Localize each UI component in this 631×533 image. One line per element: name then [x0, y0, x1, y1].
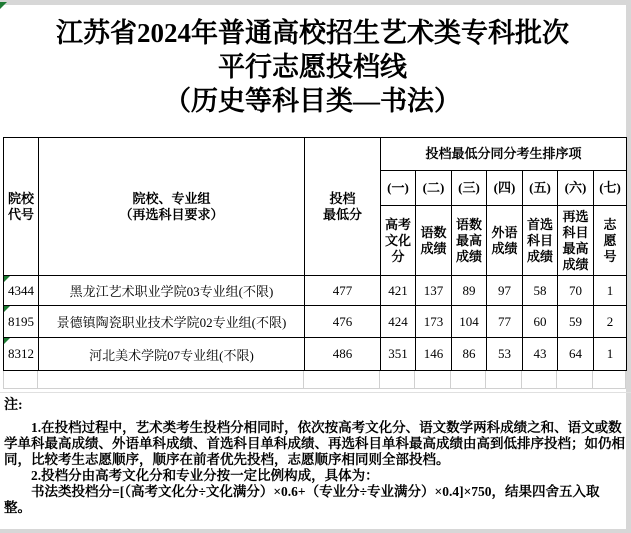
notes-section	[4, 398, 626, 516]
rank3-cell: 89	[452, 276, 487, 306]
page-title	[0, 16, 625, 118]
empty-cell	[486, 371, 522, 388]
rank6-cell: 70	[558, 276, 594, 306]
note-item-3: 书法类投档分=[（高考文化分÷文化满分）×0.6+（专业分÷专业满分）×0.4]×750，结果四舍五入取整。	[4, 484, 600, 515]
faint-gridline	[0, 392, 631, 393]
sheet-edge-bottom	[0, 529, 631, 533]
rank2-cell: 137	[416, 276, 452, 306]
empty-cell	[3, 371, 38, 388]
header-rank-label-chinese-math: 语数成绩	[416, 206, 452, 276]
header-rank-7: (七)	[594, 171, 627, 206]
empty-cell	[522, 371, 557, 388]
college-group-cell: 河北美术学院07专业组(不限)	[39, 338, 305, 371]
page-title-line1: 江苏省2024年普通高校招生艺术类专科批次	[56, 18, 569, 48]
header-college-code-label: 院校代号	[7, 190, 34, 222]
page-title-line3: （历史等科目类—书法）	[164, 86, 461, 116]
header-tiebreak-title: 投档最低分同分考生排序项	[381, 138, 627, 171]
header-rank-3: (三)	[452, 171, 487, 206]
rank5-cell: 43	[523, 338, 558, 371]
college-code-value: 4344	[8, 282, 34, 298]
error-indicator-triangle-icon	[4, 276, 10, 282]
rank1-cell: 351	[381, 338, 416, 371]
min-score-cell: 477	[305, 276, 381, 306]
rank4-cell: 97	[487, 276, 523, 306]
rank7-cell: 2	[594, 306, 627, 338]
header-rank-1: (一)	[381, 171, 416, 206]
rank1-cell: 421	[381, 276, 416, 306]
error-indicator-triangle-icon	[4, 338, 10, 344]
rank7-cell: 1	[594, 276, 627, 306]
empty-cell	[593, 371, 626, 388]
empty-cell	[380, 371, 415, 388]
college-code-cell	[4, 306, 39, 338]
header-rank-label-foreign-lang: 外语成绩	[487, 206, 523, 276]
college-code-value: 8195	[8, 313, 34, 329]
table-row	[4, 338, 627, 371]
rank6-cell: 59	[558, 306, 594, 338]
header-rank-label-reselect-max: 再选科目最高成绩	[558, 206, 594, 276]
rank3-cell: 86	[452, 338, 487, 371]
empty-grid-row	[3, 371, 626, 389]
college-group-cell: 黑龙江艺术职业学院03专业组(不限)	[39, 276, 305, 306]
empty-cell	[304, 371, 380, 388]
college-code-cell	[4, 276, 39, 306]
empty-cell	[415, 371, 451, 388]
page-title-line2: 平行志愿投档线	[218, 52, 407, 82]
header-college-group-line2: （再选科目要求）	[119, 206, 224, 222]
header-rank-label-first-subject: 首选科目成绩	[523, 206, 558, 276]
notes-label: 注:	[4, 398, 23, 413]
rank4-cell: 77	[487, 306, 523, 338]
header-min-score	[305, 138, 381, 276]
college-group-cell: 景德镇陶瓷职业技术学院02专业组(不限)	[39, 306, 305, 338]
min-score-cell: 476	[305, 306, 381, 338]
header-rank-label-culture-score: 高考文化分	[381, 206, 416, 276]
header-rank-6: (六)	[558, 171, 594, 206]
table-row	[4, 276, 627, 306]
empty-cell	[451, 371, 486, 388]
header-min-score-line1: 投档	[329, 190, 356, 206]
rank2-cell: 146	[416, 338, 452, 371]
rank2-cell: 173	[416, 306, 452, 338]
header-rank-label-chinese-math-max: 语数最高成绩	[452, 206, 487, 276]
rank4-cell: 53	[487, 338, 523, 371]
header-rank-5: (五)	[523, 171, 558, 206]
sheet-edge-top	[0, 0, 631, 5]
rank1-cell: 424	[381, 306, 416, 338]
empty-cell	[38, 371, 304, 388]
rank6-cell: 64	[558, 338, 594, 371]
header-rank-2: (二)	[416, 171, 452, 206]
sheet-corner-green-triangle-icon	[0, 2, 7, 9]
note-item-2: 2.投档分由高考文化分和专业分按一定比例构成，具体为：	[31, 468, 379, 483]
header-min-score-line2: 最低分	[322, 206, 362, 222]
header-college-group-line1: 院校、专业组	[132, 190, 211, 206]
header-rank-label-preference-no: 志愿号	[594, 206, 627, 276]
college-code-value: 8312	[8, 346, 34, 361]
header-college-code	[4, 138, 39, 276]
table-row	[4, 306, 627, 338]
header-rank-4: (四)	[487, 171, 523, 206]
min-score-cell: 486	[305, 338, 381, 371]
note-item-1: 1.在投档过程中，艺术类考生投档分相同时，依次按高考文化分、语文数学两科成绩之和、语文或数学单科最高成绩、外语单科成绩、首选科目单科成绩、再选科目单科最高成绩由高到低排序投档；如仍相同，比较考生志愿顺序，顺序在前者优先投档，志愿顺序相同则全部投档。	[4, 420, 625, 467]
empty-cell	[557, 371, 593, 388]
rank3-cell: 104	[452, 306, 487, 338]
score-table	[3, 137, 627, 371]
rank5-cell: 60	[523, 306, 558, 338]
rank5-cell: 58	[523, 276, 558, 306]
rank7-cell: 1	[594, 338, 627, 371]
college-code-cell	[4, 338, 39, 371]
error-indicator-triangle-icon	[4, 306, 10, 312]
header-college-group	[39, 138, 305, 276]
